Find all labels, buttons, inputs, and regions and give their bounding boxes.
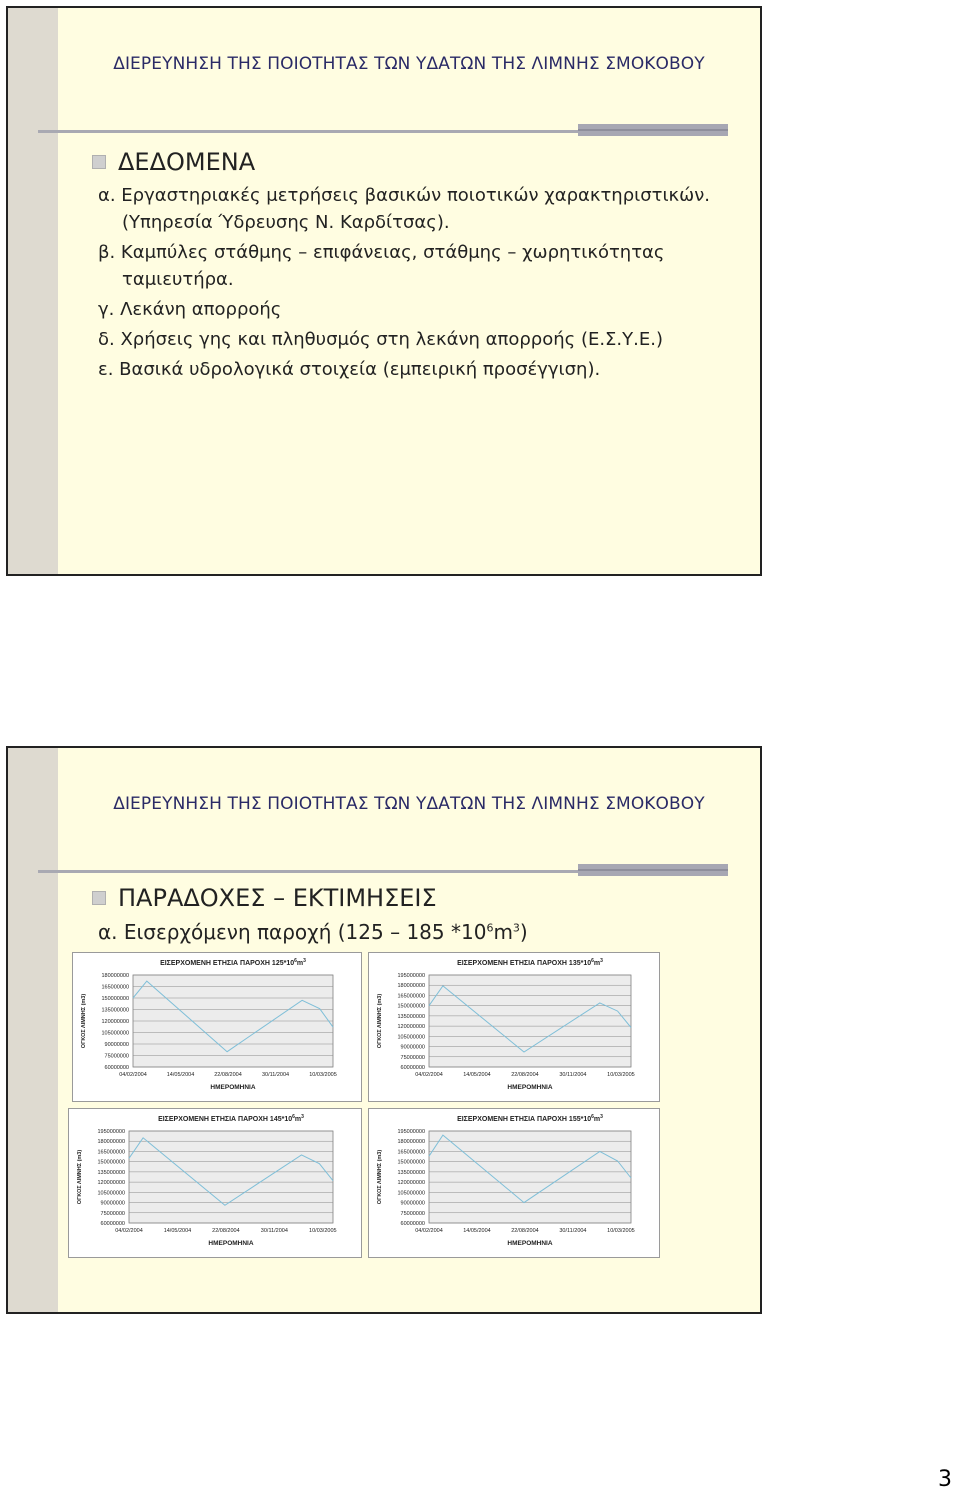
y-tick-label: 180000000	[397, 983, 425, 990]
inflow-range-suffix: )	[519, 920, 528, 944]
title-underline-accent	[578, 864, 728, 876]
x-tick-label: 22/08/2004	[212, 1228, 240, 1234]
data-line-e: ε. Βασικά υδρολογικά στοιχεία (εμπειρική προσέγγιση).	[98, 359, 601, 380]
y-tick-label: 135000000	[397, 1169, 425, 1176]
inflow-range-unit: m	[493, 920, 513, 944]
inflow-range-exp2: 3	[512, 921, 520, 935]
chart-title	[160, 958, 306, 967]
y-axis-label: ΟΓΚΟΣ ΛΙΜΝΗΣ (m3)	[377, 993, 383, 1049]
title-underline-accent	[578, 124, 728, 136]
x-tick-label: 30/11/2004	[559, 1228, 587, 1234]
slide-left-strip	[8, 8, 58, 574]
y-tick-label: 165000000	[97, 1149, 125, 1156]
chart-title-unit: m	[593, 1116, 601, 1123]
plot-area	[129, 1131, 333, 1223]
chart-title-text: ΕΙΣΕΡΧΟΜΕΝΗ ΕΤΗΣΙΑ ΠΑΡΟΧΗ 125*10	[160, 960, 295, 967]
chart-title-exp: 6	[591, 958, 594, 964]
y-tick-label: 60000000	[400, 1221, 425, 1227]
x-tick-label: 10/03/2005	[607, 1228, 635, 1234]
x-tick-label: 14/05/2004	[163, 1228, 192, 1234]
y-axis-label: ΟΓΚΟΣ ΛΙΜΝΗΣ (m3)	[377, 1149, 383, 1205]
chart-inflow-125	[72, 952, 362, 1102]
chart-title-exp: 3	[600, 958, 603, 964]
y-tick-label: 195000000	[97, 1129, 125, 1135]
chart-title-unit: m	[593, 960, 601, 967]
y-tick-label: 195000000	[397, 1129, 425, 1135]
y-tick-label: 90000000	[400, 1200, 425, 1207]
title-underline	[38, 130, 578, 133]
y-tick-label: 75000000	[104, 1053, 129, 1060]
chart-title-exp: 6	[591, 1114, 594, 1120]
x-tick-label: 10/03/2005	[309, 1228, 337, 1234]
bullet-heading: ΠΑΡΑΔΟΧΕΣ – ΕΚΤΙΜΗΣΕΙΣ	[118, 884, 437, 912]
x-tick-label: 04/02/2004	[119, 1072, 147, 1078]
bullet-heading: ΔΕΔΟΜΕΝΑ	[118, 148, 256, 176]
x-tick-label: 22/08/2004	[511, 1228, 539, 1234]
x-tick-label: 04/02/2004	[415, 1228, 443, 1234]
chart-title-unit: m	[294, 1116, 302, 1123]
x-tick-label: 14/05/2004	[463, 1228, 491, 1234]
y-tick-label: 105000000	[397, 1190, 425, 1197]
y-tick-label: 165000000	[101, 984, 129, 991]
y-tick-label: 180000000	[397, 1139, 425, 1146]
y-tick-label: 105000000	[97, 1190, 125, 1197]
y-tick-label: 180000000	[101, 973, 129, 979]
chart-title-exp: 3	[303, 958, 306, 964]
y-tick-label: 150000000	[397, 1003, 425, 1010]
data-line-b-cont: ταμιευτήρα.	[122, 269, 234, 290]
chart-title-text: ΕΙΣΕΡΧΟΜΕΝΗ ΕΤΗΣΙΑ ΠΑΡΟΧΗ 155*10	[457, 1116, 592, 1123]
y-tick-label: 105000000	[397, 1034, 425, 1041]
bullet-heading-row	[92, 148, 255, 176]
y-tick-label: 165000000	[397, 993, 425, 1000]
x-tick-label: 10/03/2005	[309, 1072, 337, 1078]
chart-inflow-135	[368, 952, 660, 1102]
square-bullet-icon	[92, 155, 106, 169]
y-tick-label: 195000000	[397, 973, 425, 979]
x-axis-label: ΗΜΕΡΟΜΗΝΙΑ	[210, 1084, 256, 1091]
x-axis-label: ΗΜΕΡΟΜΗΝΙΑ	[208, 1240, 254, 1247]
y-tick-label: 90000000	[400, 1044, 425, 1051]
x-axis-label: ΗΜΕΡΟΜΗΝΙΑ	[507, 1084, 553, 1091]
slide-title: ΔΙΕΡΕΥΝΗΣΗ ΤΗΣ ΠΟΙΟΤΗΤΑΣ ΤΩΝ ΥΔΑΤΩΝ ΤΗΣ ΛΙΜΝΗΣ ΣΜΟΚΟΒΟΥ	[113, 54, 705, 74]
y-tick-label: 60000000	[100, 1221, 125, 1227]
y-tick-label: 60000000	[104, 1065, 129, 1071]
x-tick-label: 10/03/2005	[607, 1072, 635, 1078]
y-tick-label: 75000000	[400, 1054, 425, 1061]
x-axis-label: ΗΜΕΡΟΜΗΝΙΑ	[507, 1240, 553, 1247]
chart-title-unit: m	[296, 960, 304, 967]
chart-title-text: ΕΙΣΕΡΧΟΜΕΝΗ ΕΤΗΣΙΑ ΠΑΡΟΧΗ 145*10	[158, 1116, 293, 1123]
y-tick-label: 135000000	[397, 1013, 425, 1020]
y-tick-label: 90000000	[100, 1200, 125, 1207]
y-tick-label: 75000000	[100, 1210, 125, 1217]
chart-title	[457, 958, 603, 967]
slide-1	[6, 6, 762, 576]
y-tick-label: 60000000	[400, 1065, 425, 1071]
y-axis-label: ΟΓΚΟΣ ΛΙΜΝΗΣ (m3)	[81, 993, 87, 1049]
x-tick-label: 14/05/2004	[166, 1072, 195, 1078]
x-tick-label: 04/02/2004	[115, 1228, 143, 1234]
data-line-c: γ. Λεκάνη απορροής	[98, 299, 282, 320]
data-line-a-cont: (Υπηρεσία Ύδρευσης Ν. Καρδίτσας).	[122, 212, 450, 233]
y-tick-label: 120000000	[397, 1180, 425, 1187]
plot-area	[429, 975, 631, 1067]
slide-left-strip	[8, 748, 58, 1312]
y-tick-label: 105000000	[101, 1030, 129, 1037]
y-tick-label: 165000000	[397, 1149, 425, 1156]
x-tick-label: 30/11/2004	[260, 1228, 288, 1234]
chart-title-exp: 3	[600, 1114, 603, 1120]
title-underline	[38, 870, 578, 873]
y-tick-label: 120000000	[397, 1024, 425, 1031]
chart-inflow-145	[68, 1108, 362, 1258]
y-tick-label: 150000000	[101, 996, 129, 1002]
chart-title-text: ΕΙΣΕΡΧΟΜΕΝΗ ΕΤΗΣΙΑ ΠΑΡΟΧΗ 135*10	[457, 960, 592, 967]
inflow-range-prefix: α. Εισερχόμενη παροχή (125 – 185 *10	[98, 920, 487, 944]
chart-title-exp: 6	[294, 958, 297, 964]
x-tick-label: 04/02/2004	[415, 1072, 443, 1078]
x-tick-label: 30/11/2004	[559, 1072, 587, 1078]
y-tick-label: 180000000	[97, 1139, 125, 1146]
slide-title: ΔΙΕΡΕΥΝΗΣΗ ΤΗΣ ΠΟΙΟΤΗΤΑΣ ΤΩΝ ΥΔΑΤΩΝ ΤΗΣ ΛΙΜΝΗΣ ΣΜΟΚΟΒΟΥ	[113, 794, 705, 814]
chart-title-exp: 3	[301, 1114, 304, 1120]
inflow-range-exp1: 6	[486, 921, 494, 935]
y-tick-label: 75000000	[400, 1210, 425, 1217]
chart-title-exp: 6	[292, 1114, 295, 1120]
inflow-range-line	[98, 920, 528, 944]
y-tick-label: 120000000	[101, 1019, 129, 1025]
page-number: 3	[938, 1467, 952, 1492]
plot-area	[429, 1131, 631, 1223]
x-tick-label: 22/08/2004	[214, 1072, 242, 1078]
chart-title	[457, 1114, 603, 1123]
y-tick-label: 150000000	[397, 1159, 425, 1166]
bullet-heading-row	[92, 884, 437, 912]
x-tick-label: 22/08/2004	[511, 1072, 539, 1078]
square-bullet-icon	[92, 891, 106, 905]
y-tick-label: 135000000	[97, 1169, 125, 1176]
data-line-a: α. Εργαστηριακές μετρήσεις βασικών ποιοτικών χαρακτηριστικών.	[98, 185, 711, 206]
data-line-b: β. Καμπύλες στάθμης – επιφάνειας, στάθμης – χωρητικότητας	[98, 242, 665, 263]
y-tick-label: 135000000	[101, 1007, 129, 1014]
y-tick-label: 150000000	[97, 1159, 125, 1166]
y-tick-label: 120000000	[97, 1180, 125, 1187]
x-tick-label: 30/11/2004	[261, 1072, 290, 1078]
y-axis-label: ΟΓΚΟΣ ΛΙΜΝΗΣ (m3)	[77, 1149, 83, 1205]
y-tick-label: 90000000	[104, 1042, 129, 1048]
chart-inflow-155	[368, 1108, 660, 1258]
slide-2	[6, 746, 762, 1314]
x-tick-label: 14/05/2004	[463, 1072, 491, 1078]
chart-title	[158, 1114, 304, 1123]
data-line-d: δ. Χρήσεις γης και πληθυσμός στη λεκάνη απορροής (Ε.Σ.Υ.Ε.)	[98, 329, 663, 350]
